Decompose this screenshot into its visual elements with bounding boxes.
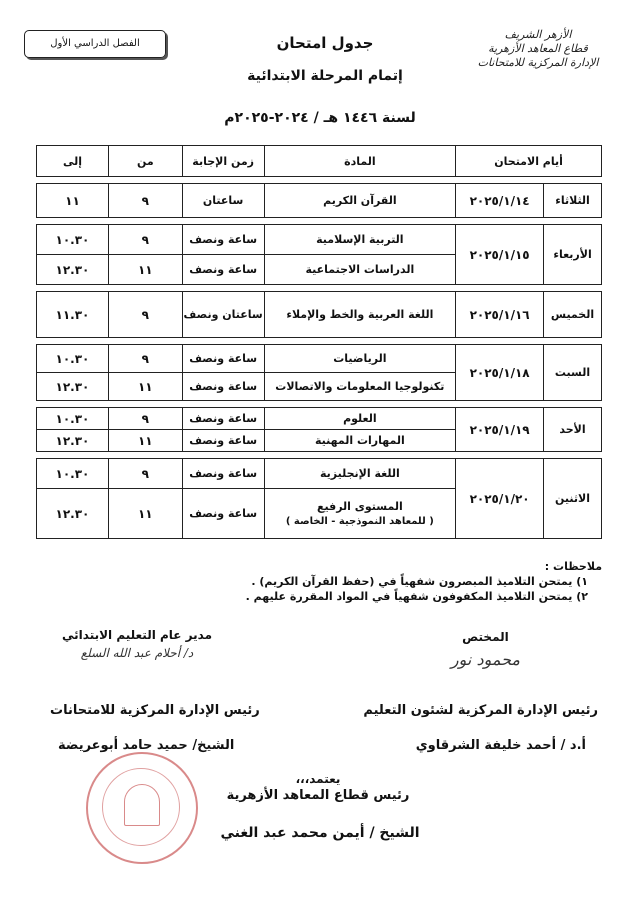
subject-cell: الدراسات الاجتماعية xyxy=(264,255,456,285)
header-days: أيام الامتحان xyxy=(456,146,602,177)
duration-cell: ساعة ونصف xyxy=(182,255,264,285)
primary-director-name: د/ أحلام عبد الله السلع xyxy=(80,646,194,660)
from-cell: ١١ xyxy=(108,255,182,285)
day-cell: الثلاثاء xyxy=(544,184,602,218)
approval-label: يعتمد،،، xyxy=(295,772,341,786)
sector-head-title: رئيس قطاع المعاهد الأزهرية xyxy=(226,788,410,803)
from-cell: ٩ xyxy=(108,225,182,255)
date-cell: ٢٠٢٥/١/١٤ xyxy=(456,184,544,218)
sector-head-name: الشيخ / أيمن محمد عبد الغني xyxy=(220,825,420,841)
education-head-title: رئيس الإدارة المركزية لشئون التعليم xyxy=(363,703,598,718)
subject-cell: المهارات المهنية xyxy=(264,430,456,452)
exams-head-name: الشيخ/ حميد حامد أبوعريضة xyxy=(58,738,235,753)
from-cell: ٩ xyxy=(108,184,182,218)
duration-cell: ساعتان ونصف xyxy=(182,292,264,338)
to-cell: ١٠.٣٠ xyxy=(37,345,109,373)
date-cell: ٢٠٢٥/١/١٦ xyxy=(456,292,544,338)
table-row xyxy=(37,345,602,373)
notes-title: ملاحظات : xyxy=(544,560,602,573)
day-cell: الاثنين xyxy=(544,459,602,539)
date-cell: ٢٠٢٥/١/١٥ xyxy=(456,225,544,285)
header-from: من xyxy=(108,146,182,177)
from-cell: ١١ xyxy=(108,373,182,401)
exam-table xyxy=(36,145,602,539)
duration-cell: ساعة ونصف xyxy=(182,489,264,539)
date-cell: ٢٠٢٥/١/٢٠ xyxy=(456,459,544,539)
subject-text: المستوى الرفيع xyxy=(317,500,403,513)
duration-cell: ساعتان xyxy=(182,184,264,218)
duration-cell: ساعة ونصف xyxy=(182,459,264,489)
duration-cell: ساعة ونصف xyxy=(182,225,264,255)
specialist-signature xyxy=(451,630,520,669)
specialist-hand: محمود نور xyxy=(450,650,520,669)
subject-cell: التربية الإسلامية xyxy=(264,225,456,255)
header-subject: المادة xyxy=(264,146,456,177)
date-cell: ٢٠٢٥/١/١٨ xyxy=(456,345,544,401)
page-subtitle: إتمام المرحلة الابتدائية xyxy=(247,68,403,84)
day-cell: السبت xyxy=(544,345,602,401)
subject-cell: اللغة العربية والخط والإملاء xyxy=(264,292,456,338)
subject-cell: القرآن الكريم xyxy=(264,184,456,218)
to-cell: ١١.٣٠ xyxy=(37,292,109,338)
table-row xyxy=(37,184,602,218)
official-stamp xyxy=(86,752,198,864)
to-cell: ١٢.٣٠ xyxy=(37,255,109,285)
header-to: إلى xyxy=(37,146,109,177)
table-row xyxy=(37,292,602,338)
table-row xyxy=(37,408,602,430)
semester-box: الفصل الدراسي الأول xyxy=(24,30,166,58)
subject-cell: اللغة الإنجليزية xyxy=(264,459,456,489)
from-cell: ٩ xyxy=(108,345,182,373)
duration-cell: ساعة ونصف xyxy=(182,345,264,373)
to-cell: ١١ xyxy=(37,184,109,218)
table-row xyxy=(37,225,602,255)
logo-line: الأزهر الشريف xyxy=(504,28,572,41)
logo-line: الإدارة المركزية للامتحانات xyxy=(477,56,599,69)
subject-cell xyxy=(264,489,456,539)
academic-year: لسنة ١٤٤٦ هـ / ٢٠٢٤-٢٠٢٥م xyxy=(224,110,416,126)
day-cell: الأربعاء xyxy=(544,225,602,285)
note-item: ١) يمتحن التلاميذ المبصرون شفهياً في (حفظ القرآن الكريم) . xyxy=(251,575,588,588)
subject-cell: العلوم xyxy=(264,408,456,430)
logo-line: قطاع المعاهد الأزهرية xyxy=(488,42,588,55)
from-cell: ١١ xyxy=(108,430,182,452)
from-cell: ١١ xyxy=(108,489,182,539)
date-cell: ٢٠٢٥/١/١٩ xyxy=(456,408,544,452)
duration-cell: ساعة ونصف xyxy=(182,408,264,430)
from-cell: ٩ xyxy=(108,459,182,489)
to-cell: ١٠.٣٠ xyxy=(37,459,109,489)
from-cell: ٩ xyxy=(108,408,182,430)
exams-head-title: رئيس الإدارة المركزية للامتحانات xyxy=(50,703,260,718)
table-header-row xyxy=(37,146,602,177)
duration-cell: ساعة ونصف xyxy=(182,430,264,452)
to-cell: ١٠.٣٠ xyxy=(37,408,109,430)
header-duration: زمن الإجابة xyxy=(182,146,264,177)
education-head-name: أ.د / أحمد خليفة الشرقاوي xyxy=(415,738,586,753)
subject-cell: الرياضيات xyxy=(264,345,456,373)
stamp-dome xyxy=(124,784,160,826)
note-item: ٢) يمتحن التلاميذ المكفوفون شفهياً في المواد المقررة عليهم . xyxy=(245,590,588,603)
duration-cell: ساعة ونصف xyxy=(182,373,264,401)
notes-section xyxy=(42,560,602,605)
specialist-title: المختص xyxy=(462,630,509,644)
subject-cell: تكنولوجيا المعلومات والاتصالات xyxy=(264,373,456,401)
subject-note: ( للمعاهد النموذجية - الخاصة ) xyxy=(285,516,434,527)
to-cell: ١٢.٣٠ xyxy=(37,430,109,452)
to-cell: ١٢.٣٠ xyxy=(37,373,109,401)
to-cell: ١٢.٣٠ xyxy=(37,489,109,539)
to-cell: ١٠.٣٠ xyxy=(37,225,109,255)
from-cell: ٩ xyxy=(108,292,182,338)
day-cell: الأحد xyxy=(544,408,602,452)
primary-director-signature xyxy=(62,628,212,660)
table-row xyxy=(37,459,602,489)
page-title: جدول امتحان xyxy=(276,34,374,52)
primary-director-title: مدير عام التعليم الابتدائي xyxy=(62,628,213,642)
day-cell: الخميس xyxy=(544,292,602,338)
azhar-logo xyxy=(458,28,618,70)
